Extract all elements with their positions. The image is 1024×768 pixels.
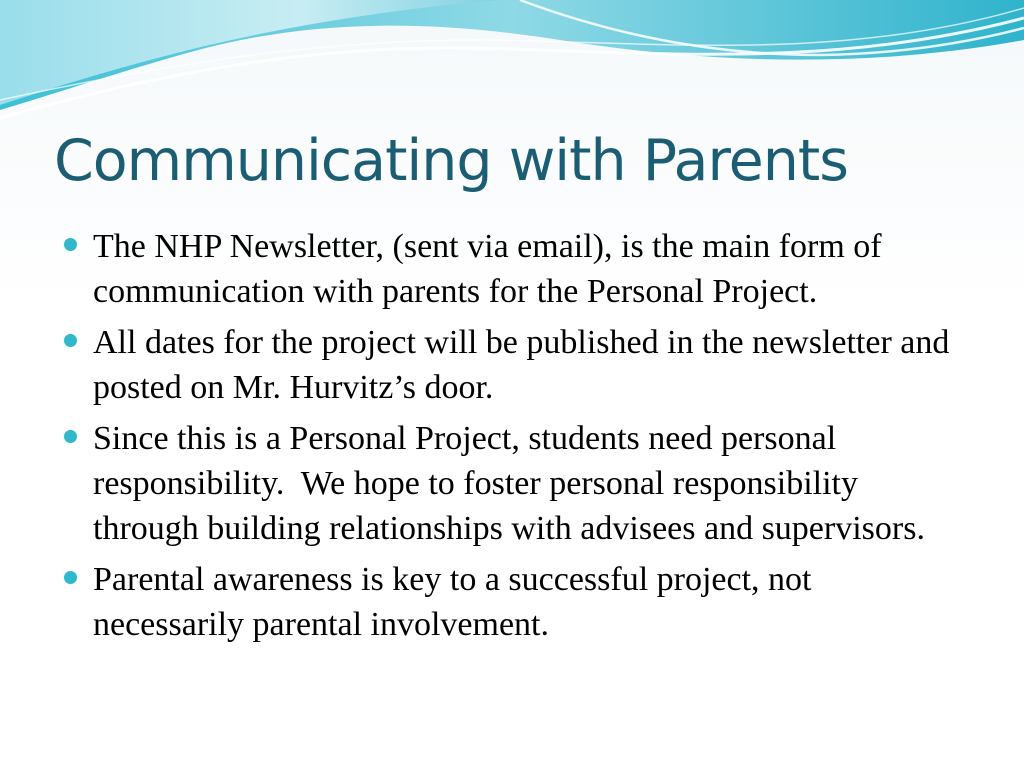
- bullet-item: [60, 320, 970, 410]
- bullet-dot-icon: [64, 571, 77, 584]
- slide-title: Communicating with Parents: [54, 128, 848, 194]
- decorative-wave-banner: [0, 0, 1024, 130]
- bullet-dot-icon: [64, 334, 77, 347]
- bullet-dot-icon: [64, 238, 77, 251]
- bullet-item: [60, 224, 970, 314]
- bullet-text: Parental awareness is key to a successful project, not necessarily parental involvement.: [93, 561, 820, 643]
- bullet-text: All dates for the project will be published in the newsletter and posted on Mr. Hurvitz’s door.: [93, 324, 958, 406]
- bullet-text: Since this is a Personal Project, students need personal responsibility. We hope to foster personal responsibility through building relationships with advisees and supervisors.: [93, 420, 925, 547]
- bullet-text: The NHP Newsletter, (sent via email), is the main form of communication with parents for the Personal Project.: [93, 228, 891, 310]
- bullet-list: [60, 224, 970, 653]
- bullet-dot-icon: [64, 430, 77, 443]
- bullet-item: [60, 557, 970, 647]
- bullet-item: [60, 416, 970, 551]
